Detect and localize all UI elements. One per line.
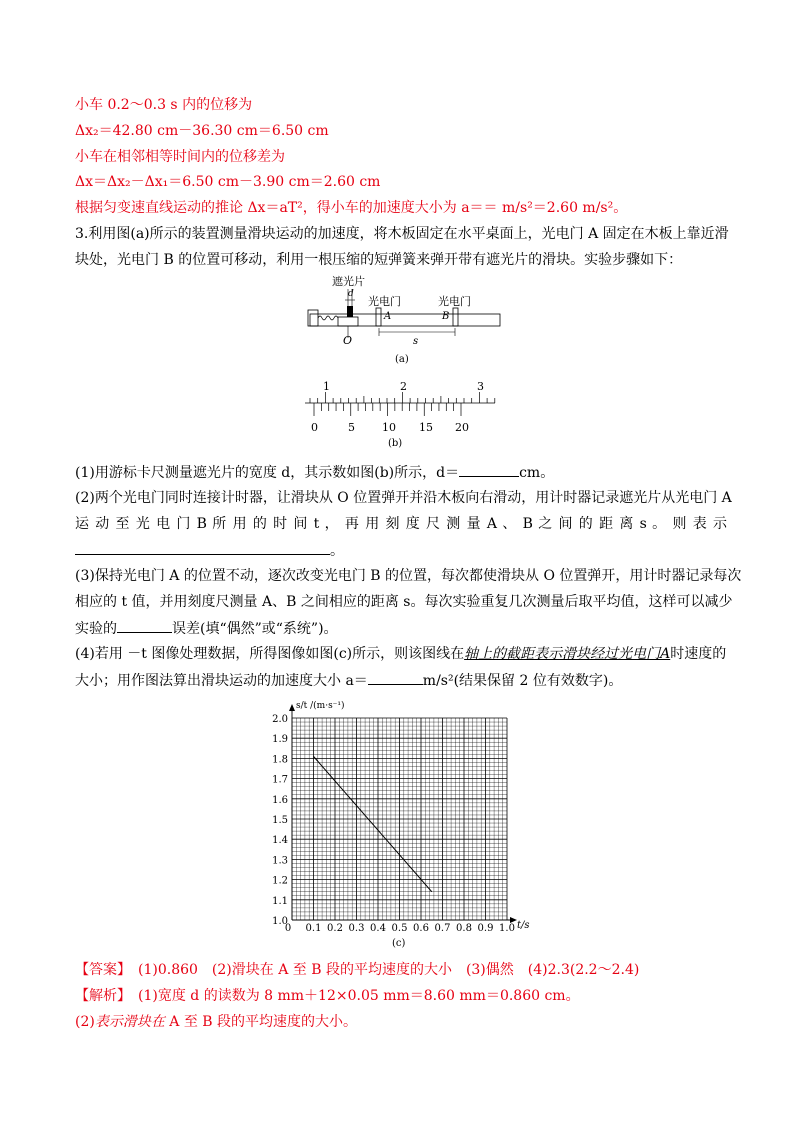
analysis-2b: 表示滑块在	[94, 1014, 165, 1030]
analysis-2a: (2)	[75, 1014, 95, 1030]
fig-c-caption: (c)	[392, 938, 406, 949]
question-intro-1: 3.利用图(a)所示的装置测量滑块运动的加速度，将木板固定在水平桌面上，光电门 A 固定在木板上靠近滑	[75, 226, 729, 242]
y-tick-label: 1.5	[272, 815, 288, 826]
question-4b	[75, 670, 622, 691]
x-tick-labels	[285, 923, 515, 934]
y-tick-labels	[272, 714, 288, 927]
analysis-line-2	[75, 1012, 357, 1032]
vernier-label-20: 20	[455, 421, 469, 434]
answer-text: (1)0.860 (2)滑块在 A 至 B 段的平均速度的大小 (3)偶然 (4)2.3(2.2～2.4)	[138, 962, 640, 978]
q2-end: 。	[330, 543, 344, 559]
q4-text-1: (4)若用 －t 图像处理数据，所得图像如图(c)所示，则该图线在	[75, 646, 465, 662]
q4-text-2: 轴上的截距表示滑块经过光电门A	[464, 646, 671, 662]
fig-a-gate-b-label: 光电门	[438, 295, 471, 308]
x-axis-label: t/s	[517, 920, 530, 931]
x-tick-label: 0.1	[305, 923, 322, 934]
question-3c	[75, 618, 338, 639]
x-tick-label: 0.9	[477, 923, 494, 934]
q1-blank[interactable]	[459, 462, 519, 477]
x-tick-label: 0.8	[456, 923, 472, 934]
solution-line-5a: 根据匀变速直线运动的推论 Δx＝aT²，得小车的加速度大小为 a＝＝	[75, 200, 498, 216]
q3-text-2: 误差(填“偶然”或“系统”)。	[172, 621, 338, 637]
figure-b	[300, 378, 500, 448]
q3-text: 实验的	[75, 621, 117, 637]
solution-line-5	[75, 198, 627, 218]
vernier-label-10: 10	[382, 421, 396, 434]
y-tick-label: 1.0	[272, 916, 288, 927]
y-tick-label: 1.2	[272, 875, 288, 887]
solution-line-2: Δx₂＝42.80 cm－36.30 cm＝6.50 cm	[75, 123, 329, 139]
y-tick-label: 1.9	[272, 734, 288, 746]
solution-line-4: Δx＝Δx₂－Δx₁＝6.50 cm－3.90 cm＝2.60 cm	[75, 174, 381, 190]
fig-a-o-label: O	[343, 334, 353, 347]
q4b-text: 大小；用作图法算出滑块运动的加速度大小 a＝	[75, 673, 368, 689]
x-tick-label: 1.0	[499, 923, 515, 934]
answer-line	[75, 960, 639, 980]
x-tick-label: 0.4	[370, 923, 386, 934]
question-3b: 相应的 t 值，并用刻度尺测量 A、B 之间相应的距离 s。每次实验重复几次测量后取平均值，这样可以减少	[75, 594, 733, 610]
fig-a-s-label: s	[413, 336, 419, 347]
question-3a: (3)保持光电门 A 的位置不动，逐次改变光电门 B 的位置，每次都使滑块从 O 位置弹开，用计时器记录每次	[75, 568, 742, 584]
solution-line-3: 小车在相邻相等时间内的位移差为	[75, 149, 285, 165]
q1-unit: cm。	[519, 465, 555, 481]
question-2b: 运 动 至 光 电 门 B 所 用 的 时 间 t ， 再 用 刻 度 尺 测 量 A 、 B 之 间 的 距 离 s 。 则 表 示	[75, 516, 727, 532]
y-tick-label: 1.8	[272, 754, 288, 766]
q3-blank[interactable]	[117, 618, 172, 633]
fig-a-d-label: d	[348, 289, 354, 299]
question-intro-2: 块处，光电门 B 的位置可移动，利用一根压缩的短弹簧来弹开带有遮光片的滑块。实验步骤如下：	[75, 252, 683, 268]
figure-c-chart	[262, 698, 542, 950]
q2-blank[interactable]	[75, 540, 330, 555]
analysis-line	[75, 986, 580, 1006]
question-4a	[75, 644, 726, 664]
q4-blank[interactable]	[368, 670, 423, 685]
vernier-label-5: 5	[348, 421, 355, 434]
fig-a-a-label: A	[384, 311, 392, 322]
x-tick-label: 0	[284, 923, 292, 934]
fig-b-caption: (b)	[388, 438, 403, 448]
answer-tag: 【答案】	[75, 962, 124, 978]
x-tick-label: 0.7	[434, 923, 451, 934]
y-axis-label: s/t /(m·s⁻¹)	[296, 701, 345, 711]
question-1	[75, 462, 554, 483]
y-tick-label: 1.6	[272, 794, 288, 806]
y-tick-label: 2.0	[272, 714, 288, 725]
main-label-1: 1	[323, 380, 330, 393]
vernier-label-15: 15	[419, 421, 433, 434]
main-scale-ticks	[310, 392, 495, 403]
y-tick-label: 1.4	[272, 835, 288, 847]
fig-a-b-label: B	[442, 311, 450, 322]
q4-text-3: 时速度的	[670, 646, 727, 662]
figure-a	[300, 272, 510, 372]
y-tick-label: 1.1	[272, 895, 288, 907]
chart-grid	[289, 704, 517, 923]
solution-line-1: 小车 0.2～0.3 s 内的位移为	[75, 97, 253, 113]
main-label-2: 2	[400, 380, 407, 393]
y-tick-label: 1.7	[272, 774, 288, 786]
fig-a-caption: (a)	[395, 354, 409, 365]
solution-line-5b: m/s²＝2.60 m/s²。	[497, 200, 628, 216]
q1-text: (1)用游标卡尺测量遮光片的宽度 d，其示数如图(b)所示，d＝	[75, 465, 460, 481]
q4b-unit: m/s²(结果保留 2 位有效数字)。	[422, 673, 623, 689]
x-tick-label: 0.3	[348, 923, 365, 934]
question-2c	[75, 540, 344, 561]
main-label-3: 3	[477, 380, 484, 393]
analysis-tag: 【解析】	[75, 988, 124, 1004]
fig-a-shade-label: 遮光片	[332, 275, 365, 288]
x-tick-label: 0.6	[413, 923, 429, 934]
x-tick-label: 0.2	[327, 923, 343, 934]
question-2a: (2)两个光电门同时连接计时器，让滑块从 O 位置弹开并沿木板向右滑动，用计时器记录遮光片从光电门 A	[75, 490, 732, 506]
analysis-2c: A 至 B 段的平均速度的大小。	[164, 1014, 358, 1030]
vernier-label-0: 0	[311, 421, 318, 434]
vernier-scale-ticks	[314, 403, 461, 416]
x-tick-label: 0.5	[391, 923, 408, 934]
y-tick-label: 1.3	[272, 855, 288, 867]
analysis-text: (1)宽度 d 的读数为 8 mm＋12×0.05 mm＝8.60 mm＝0.860 cm。	[138, 988, 580, 1004]
fig-a-gate-a-label: 光电门	[368, 295, 401, 308]
y-axis-arrow	[289, 704, 295, 711]
